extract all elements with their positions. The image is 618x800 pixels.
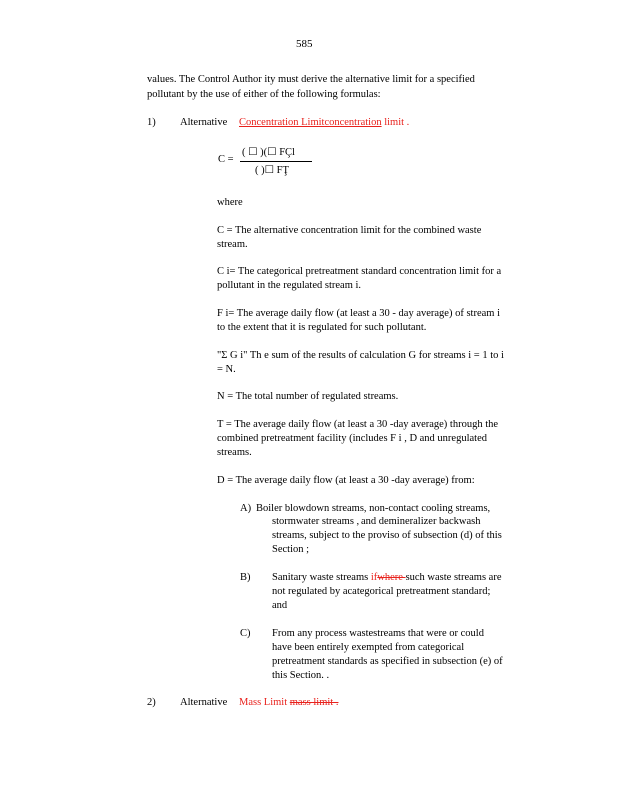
subitem-c-line-1: From any process wastestreams that were or could — [272, 628, 484, 639]
def-c-line-2: stream. — [217, 239, 248, 250]
page-number: 585 — [296, 38, 313, 50]
item2-label: Alternative — [180, 697, 228, 708]
subitem-a-line-2b: and demineralizer backwash — [360, 516, 481, 527]
def-fi-line-2: to the extent that it is regulated for such pollutant. — [217, 322, 427, 333]
subitem-a-label: A) — [240, 503, 252, 514]
def-n-line-1: N = The total number of regulated streams. — [217, 391, 399, 402]
subitem-b-line-1a: Sanitary waste streams — [272, 572, 371, 583]
formula-numerator: ( ☐ )(☐ FÇl — [242, 147, 295, 158]
subitem-b-line-1b: such waste streams are — [405, 572, 502, 583]
item1-title-trailing: limit . — [381, 117, 410, 128]
subitem-b-inserted: if — [370, 572, 378, 583]
subitem-c-line-4: this Section. . — [272, 670, 330, 681]
item1-title — [239, 117, 409, 128]
def-ci-line-1: C i= The categorical pretreatment standard concentration limit for a — [217, 266, 502, 277]
subitem-c-line-2: have been entirely exempted from categorical — [272, 642, 465, 653]
def-sum-line-2: = N. — [217, 364, 236, 375]
formula-fraction-bar — [240, 161, 312, 162]
subitem-b-label: B) — [240, 572, 251, 583]
def-d-line-1: D = The average daily flow (at least a 30 -day average) from: — [217, 475, 475, 486]
item1-label: Alternative — [180, 117, 228, 128]
subitem-b-line-2: not regulated by acategorical pretreatment standard; — [272, 586, 491, 597]
def-c-line-1: C = The alternative concentration limit for the combined waste — [217, 225, 482, 236]
subitem-c-line-3: pretreatment standards as specified in subsection (e) of — [272, 656, 503, 667]
subitem-a-line-1: Boiler blowdown streams, non-contact cooling streams, — [256, 503, 491, 514]
intro-line-2: pollutant by the use of either of the following formulas: — [147, 89, 381, 100]
formula-lhs: C = — [218, 154, 234, 165]
def-ci-line-2: pollutant in the regulated stream i. — [217, 280, 362, 291]
item1-title-deleted: concentration — [324, 117, 382, 128]
subitem-a-line-3: streams, subject to the proviso of subsection (d) of this — [272, 530, 502, 541]
item2-title-inserted: Mass Limit — [239, 697, 290, 708]
subitem-b-line-1 — [272, 572, 501, 583]
item2-title-deleted: mass limit . — [289, 697, 339, 708]
item2-number: 2) — [147, 697, 156, 708]
def-t-line-2: combined pretreatment facility (includes F i , D and unregulated — [217, 433, 487, 444]
intro-line-1: values. The Control Author ity must derive the alternative limit for a specified — [147, 74, 475, 85]
item2-title — [239, 697, 338, 708]
item1-number: 1) — [147, 117, 156, 128]
subitem-c-label: C) — [240, 628, 251, 639]
subitem-b-deleted: where — [377, 572, 406, 583]
subitem-a-line-4: Section ; — [272, 544, 310, 555]
def-sum-line-1: "Σ G i" Th e sum of the results of calculation G for streams i = 1 to i — [217, 350, 504, 361]
item1-title-inserted: Concentration Limit — [239, 117, 325, 128]
subitem-a-line-2a: stormwater streams , — [272, 516, 360, 527]
subitem-a-line-2 — [272, 516, 480, 527]
where-label: where — [217, 197, 243, 208]
def-fi-line-1: F i= The average daily flow (at least a 30 - day average) of stream i — [217, 308, 500, 319]
def-t-line-3: streams. — [217, 447, 252, 458]
subitem-b-line-3: and — [272, 600, 288, 611]
formula-denominator: ( )☐ FŢ — [255, 165, 289, 176]
def-t-line-1: T = The average daily flow (at least a 30 -day average) through the — [217, 419, 499, 430]
